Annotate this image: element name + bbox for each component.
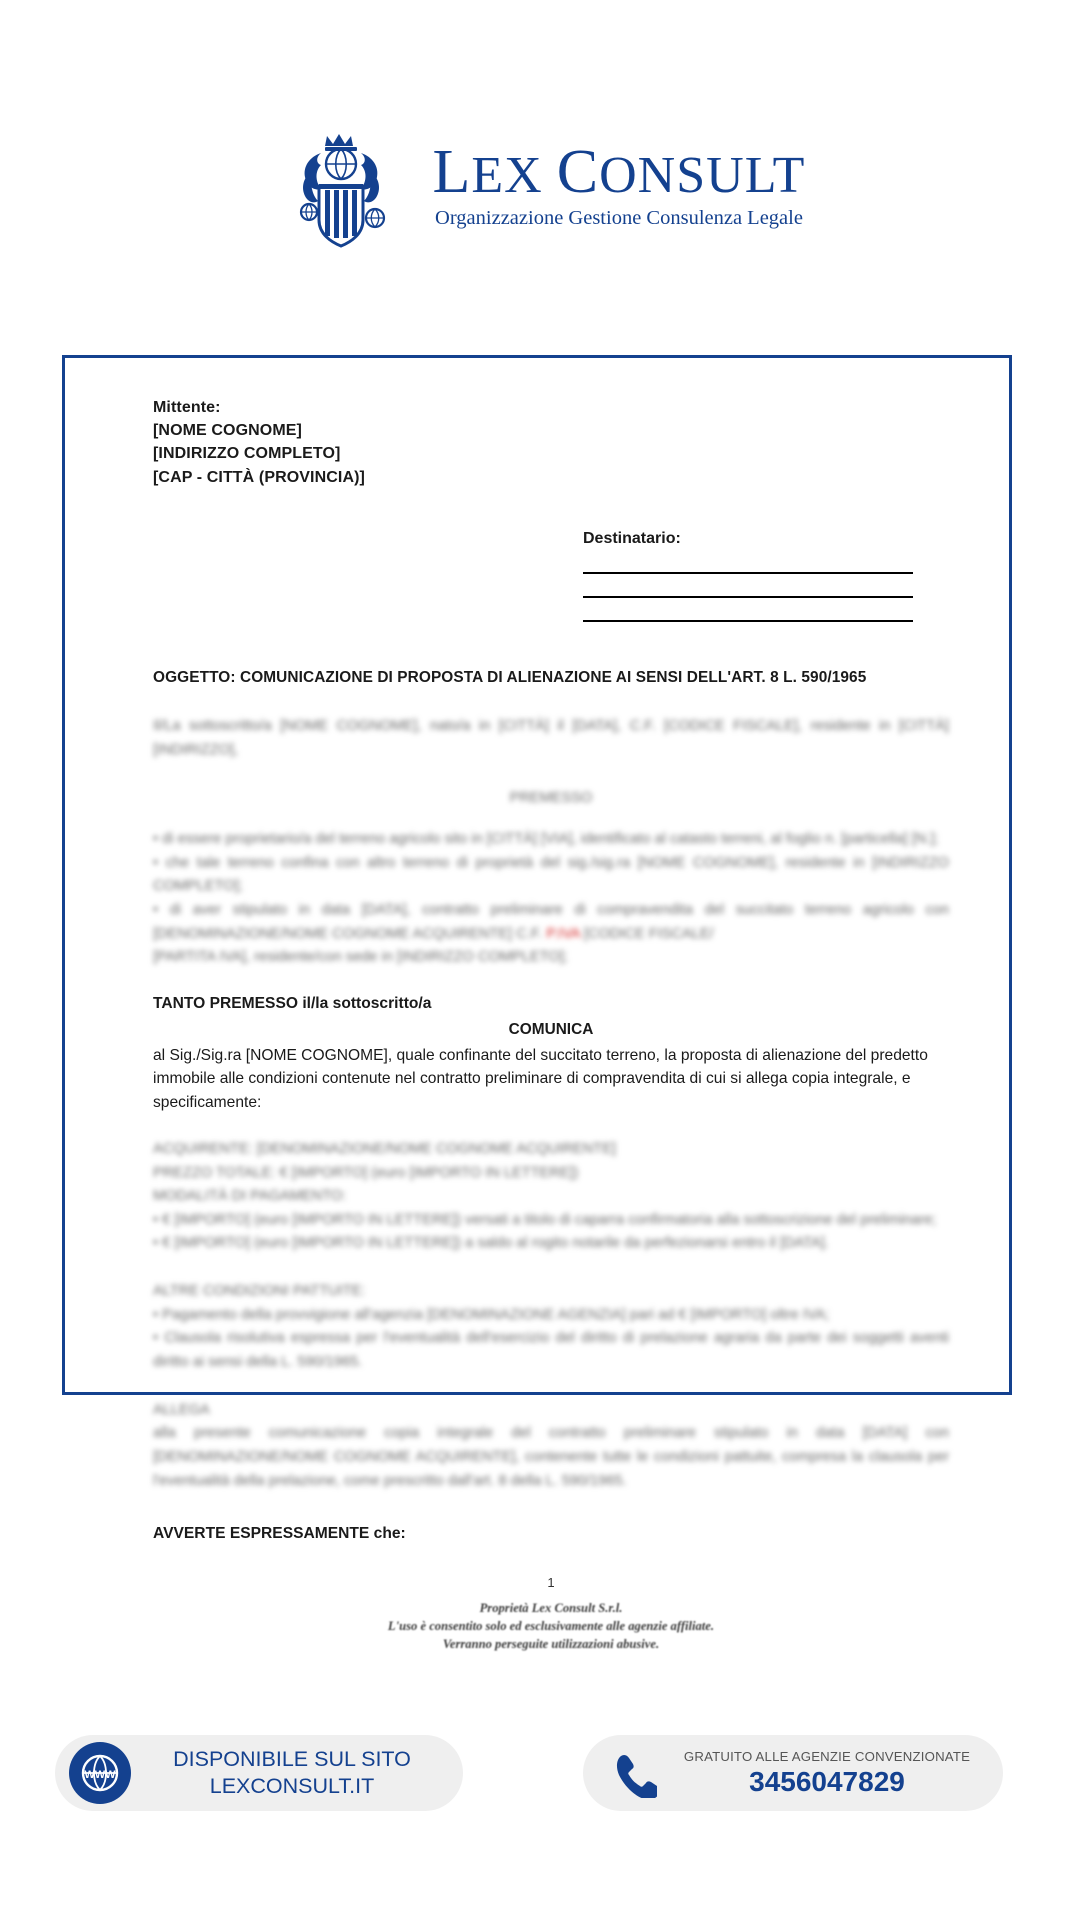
brand-text	[432, 137, 806, 230]
bottom-bar	[0, 1735, 1080, 1811]
premesso-item: • che tale terreno confina con altro terreno di proprietà del sig./sig.ra [NOME COGNOME], residente in [INDIRIZZO COMPLETO];	[153, 854, 949, 895]
premesso-red-fragment: P.IVA	[546, 925, 580, 942]
page-number: 1	[547, 1574, 555, 1590]
sender-block	[153, 396, 949, 489]
allega-body: alla presente comunicazione copia integrale del contratto preliminare stipulato in data [DATA] con [DENOMINAZIONE/NOME COGNOME ACQUIRENTE], contenente tutte le condizioni pattuite, compresa la clausola per l'eventualità della prelazione, come prescritto dall'art. 8 della L. 590/1965.	[153, 1425, 949, 1489]
brand-name	[432, 137, 806, 206]
website-line-2: LEXCONSULT.IT	[209, 1774, 375, 1798]
brand-name-onsult: ONSULT	[599, 146, 806, 204]
tanto-premesso: TANTO PREMESSO il/la sottoscritto/a	[153, 995, 432, 1013]
premesso-item: [PARTITA IVA], residente/con sede in [INDIRIZZO COMPLETO];	[153, 949, 568, 966]
recipient-line-3	[583, 620, 913, 622]
sender-address: [INDIRIZZO COMPLETO]	[153, 445, 341, 463]
intro-paragraph: Il/La sottoscritto/a [NOME COGNOME], nato/a in [CITTÀ] il [DATA], C.F. [CODICE FISCALE], residente in [CITTÀ] [INDIRIZZO],	[153, 718, 949, 758]
premesso-item-text: • di aver stipulato in data [DATA], contratto preliminare di compravendita del succitato terreno agricolo con [DENOMINAZIONE/NOME COGNOME ACQUIRENTE] C.F.	[153, 902, 949, 942]
phone-text	[663, 1749, 1003, 1798]
allega-heading: ALLEGA	[153, 1401, 210, 1418]
comunica-body: al Sig./Sig.ra [NOME COGNOME], quale confinante del succitato terreno, la proposta di alienazione del predetto immobile alle condizioni contenute nel contratto preliminare di compravendita di cui si allega copia integrale, e specificamente:	[153, 1046, 928, 1111]
brand-logo	[275, 120, 806, 250]
phone-icon	[601, 1742, 663, 1804]
recipient-label: Destinatario:	[583, 529, 681, 547]
footer-line-3: Verranno perseguite utilizzazioni abusive.	[442, 1637, 660, 1652]
website-badge[interactable]	[55, 1735, 463, 1811]
other-condition-line: • Clausola risolutiva espressa per l'eventualità dell'esercizio del diritto di prelazione agraria da parte dei soggetti aventi diritto ai sensi della L. 590/1965.	[153, 1330, 949, 1371]
heraldic-crest-icon	[275, 120, 415, 250]
phone-number: 3456047829	[749, 1765, 905, 1797]
document-footer	[153, 1599, 949, 1654]
sender-city: [CAP - CITTÀ (PROVINCIA)]	[153, 468, 365, 486]
recipient-line-1	[583, 572, 913, 574]
comunica-heading: COMUNICA	[508, 1021, 594, 1039]
recipient-block	[583, 527, 913, 622]
condition-line: MODALITÀ DI PAGAMENTO:	[153, 1188, 347, 1205]
condition-line: ACQUIRENTE: [DENOMINAZIONE/NOME COGNOME ACQUIRENTE]	[153, 1140, 616, 1157]
brand-name-c: C	[556, 137, 600, 206]
brand-name-ex: EX	[471, 146, 543, 204]
sender-label: Mittente:	[153, 399, 221, 416]
premesso-item	[153, 899, 949, 946]
document-subject: OGGETTO: COMUNICAZIONE DI PROPOSTA DI ALIENAZIONE AI SENSI DELL'ART. 8 L. 590/1965	[153, 668, 867, 686]
avverte-heading: AVVERTE ESPRESSAMENTE che:	[153, 1525, 406, 1543]
globe-www-icon	[69, 1742, 131, 1804]
brand-tagline: Organizzazione Gestione Consulenza Legale	[435, 206, 803, 229]
phone-badge-pill[interactable]	[583, 1735, 1003, 1811]
svg-text:WWW: WWW	[84, 1769, 116, 1781]
condition-line: • € [IMPORTO] (euro [IMPORTO IN LETTERE]) a saldo al rogito notarile da perfezionarsi entro il [DATA].	[153, 1235, 829, 1252]
condition-line: PREZZO TOTALE: € [IMPORTO] (euro [IMPORTO IN LETTERE])	[153, 1164, 579, 1181]
website-text	[131, 1746, 463, 1800]
recipient-line-2	[583, 596, 913, 598]
website-line-1: DISPONIBILE SUL SITO	[173, 1747, 411, 1772]
footer-line-2: L'uso è consentito solo ed esclusivamente alle agenzie affiliate.	[387, 1618, 715, 1633]
premesso-red-tail: [CODICE FISCALE/	[583, 925, 714, 942]
sender-name: [NOME COGNOME]	[153, 422, 302, 440]
document-header	[0, 0, 1080, 250]
footer-line-1: Proprietà Lex Consult S.r.l.	[479, 1600, 623, 1615]
brand-name-l: L	[432, 137, 472, 206]
document-sheet	[62, 355, 1012, 1652]
phone-label: GRATUITO ALLE AGENZIE CONVENZIONATE	[683, 1748, 971, 1764]
other-condition-line: ALTRE CONDIZIONI PATTUITE:	[153, 1283, 366, 1300]
condition-line: • € [IMPORTO] (euro [IMPORTO IN LETTERE]) versati a titolo di caparra confirmatoria alla sottoscrizione del preliminare;	[153, 1211, 937, 1228]
other-condition-line: • Pagamento della provvigione all'agenzia [DENOMINAZIONE AGENZIA] pari ad € [IMPORTO] oltre IVA;	[153, 1306, 830, 1323]
premesso-heading: PREMESSO	[509, 789, 593, 806]
premesso-item: • di essere proprietario/a del terreno agricolo sito in [CITTÀ] [VIA], identificato al catasto terreni, al foglio n. [particella] [N.];	[153, 831, 939, 848]
